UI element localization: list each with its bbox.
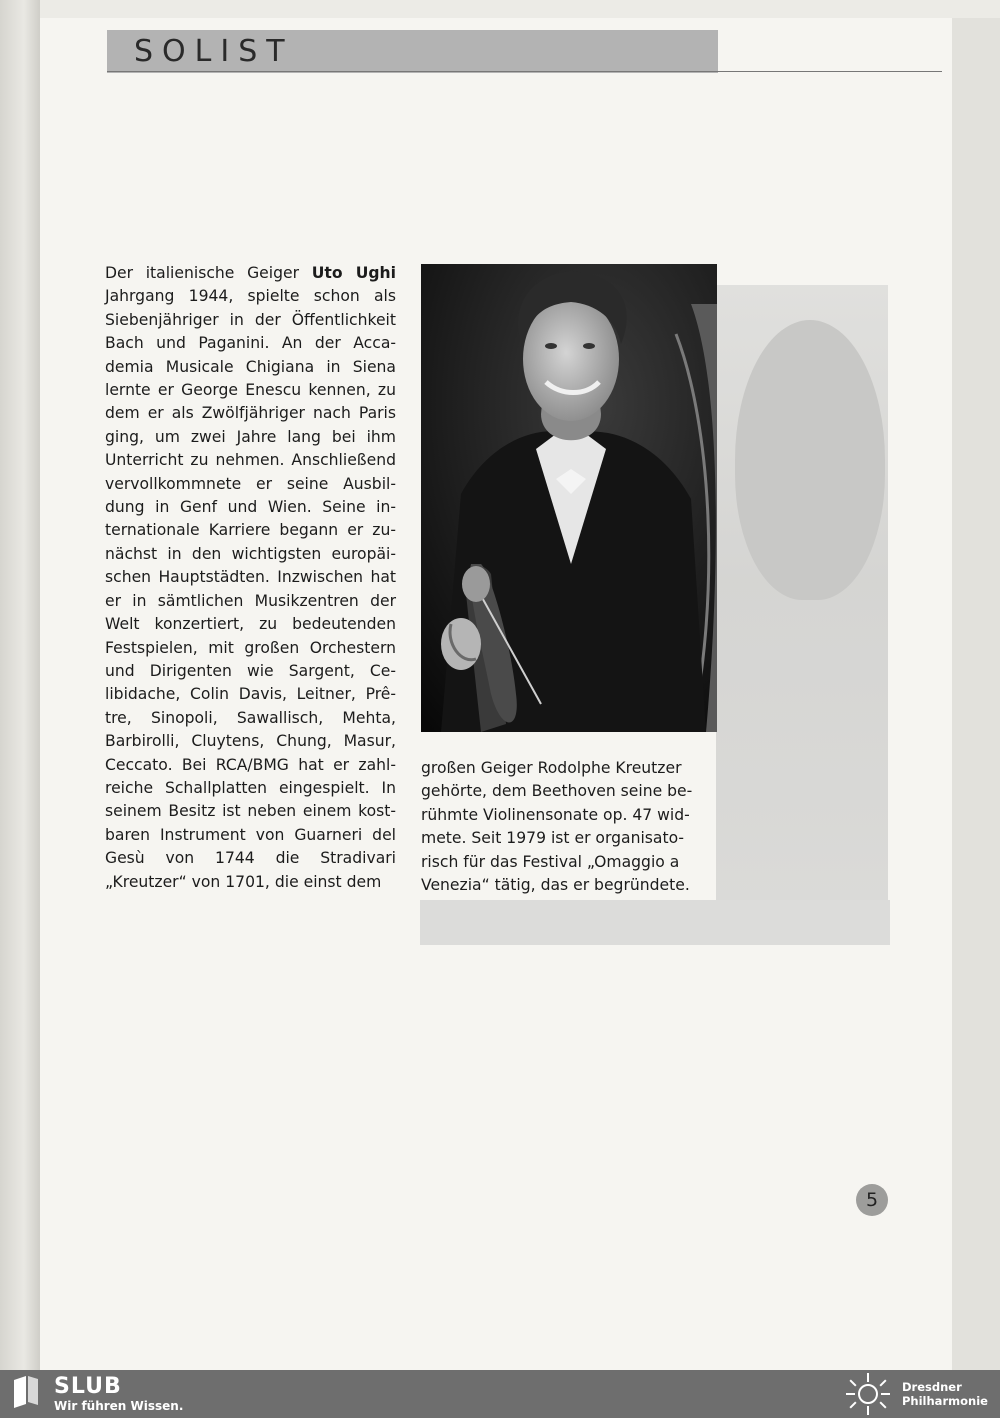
article-line: Festspielen, mit großen Orchestern (105, 638, 396, 657)
article-line: Siebenjähriger in der Öffentlichkeit (105, 310, 396, 329)
article-line: seinem Besitz ist neben einem kost- (105, 802, 396, 821)
article-line: libidache, Colin Davis, Leitner, Prê- (105, 685, 396, 704)
article-line: Welt konzertiert, zu bedeutenden (105, 615, 396, 634)
article-line: großen Geiger Rodolphe Kreutzer (421, 759, 682, 777)
article-line: Jahrgang 1944, spielte schon als (105, 287, 396, 306)
article-line: schen Hauptstädten. Inzwischen hat (105, 568, 396, 587)
ghost-text-bleedthrough-right (421, 970, 716, 1250)
article-line: Venezia“ tätig, das er begründete. (421, 876, 690, 895)
page-edge (952, 18, 1000, 1370)
section-title: SOLIST (134, 34, 294, 69)
article-line: lernte er George Enescu kennen, zu (105, 381, 396, 400)
partner-name-line2: Philharmonie (902, 1394, 988, 1408)
article-line: mete. Seit 1979 ist er organisato- (421, 829, 685, 848)
slub-logo-icon (12, 1376, 40, 1408)
article-line: „Kreutzer“ von 1701, die einst dem (105, 872, 382, 891)
article-right-column (421, 757, 716, 897)
library-name: SLUB (54, 1374, 122, 1399)
article-line: dung in Genf und Wien. Seine in- (105, 498, 396, 517)
article-line: risch für das Festival „Omaggio a (421, 852, 680, 871)
article-line: Unterricht zu nehmen. Anschließend (105, 451, 396, 470)
article-line: reiche Schallplatten eingespielt. In (105, 778, 396, 797)
article-line: dem er als Zwölfjähriger nach Paris (105, 404, 396, 423)
partner-name (902, 1380, 988, 1408)
article-line: gehörte, dem Beethoven seine be- (421, 782, 693, 801)
article-line: ternationale Karriere begann er zu- (105, 521, 396, 540)
ghost-portrait-bleedthrough (735, 320, 885, 600)
philharmonie-logo-icon (842, 1372, 894, 1416)
ghost-text-bleedthrough-left (105, 900, 395, 1250)
article-line: Ceccato. Bei RCA/BMG hat er zahl- (105, 755, 396, 774)
article-line-text: Der italienische Geiger (105, 264, 312, 282)
header-rule (107, 71, 942, 72)
partner-name-line1: Dresdner (902, 1380, 962, 1394)
article-line: demia Musicale Chigiana in Siena (105, 357, 396, 376)
soloist-portrait-image (421, 264, 717, 732)
article-line: rühmte Violinensonate op. 47 wid- (421, 805, 690, 824)
article-left-column (105, 262, 396, 894)
article-line: Gesù von 1744 die Stradivari (105, 849, 396, 868)
article-line (105, 262, 396, 285)
article-line: Barbirolli, Cluytens, Chung, Masur, (105, 732, 396, 751)
soloist-name: Uto Ughi (311, 264, 397, 282)
article-line: tre, Sinopoli, Sawallisch, Mehta, (105, 708, 396, 727)
article-line: ging, um zwei Jahre lang bei ihm (105, 427, 396, 446)
ghost-band-bleedthrough (420, 900, 890, 945)
article-line: er in sämtlichen Musikzentren der (105, 591, 396, 610)
article-line: baren Instrument von Guarneri del (105, 825, 396, 844)
article-line: nächst in den wichtigsten europäi- (105, 544, 396, 563)
library-tagline: Wir führen Wissen. (54, 1399, 184, 1413)
page-number-badge: 5 (856, 1184, 888, 1216)
binding-strip (0, 0, 40, 1370)
article-line: Bach und Paganini. An der Acca- (105, 334, 396, 353)
article-line: und Dirigenten wie Sargent, Ce- (105, 661, 396, 680)
article-line: vervollkommnete er seine Ausbil- (105, 474, 396, 493)
soloist-photo (421, 264, 717, 732)
footer-bar (0, 1370, 1000, 1418)
